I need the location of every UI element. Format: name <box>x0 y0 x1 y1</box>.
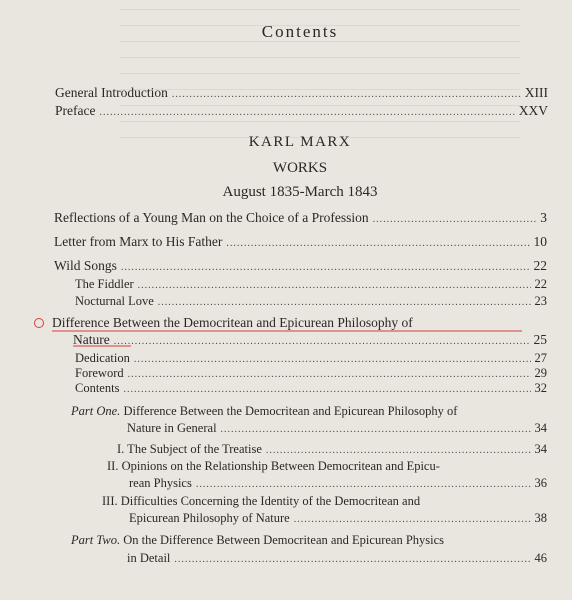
entry-text: Preface <box>55 103 96 118</box>
entry-page: XXV <box>518 103 548 118</box>
toc-entry-part-one <box>127 421 547 436</box>
toc-entry-difference <box>73 332 547 348</box>
entry-page: 22 <box>534 277 547 291</box>
toc-entry-nocturnal-love <box>75 294 547 309</box>
entry-page: 34 <box>534 421 547 435</box>
toc-entry-contents <box>75 381 547 396</box>
entry-text: I. The Subject of the Treatise <box>117 442 262 456</box>
page-title: Contents <box>261 22 339 41</box>
part-label: Part Two. <box>71 533 121 547</box>
entry-page: 32 <box>534 381 547 395</box>
entry-page: 23 <box>534 294 547 308</box>
entry-page: 36 <box>534 476 547 490</box>
toc-entry-reflections <box>54 210 547 226</box>
toc-entry-preface <box>55 103 548 119</box>
toc-entry-letter <box>54 234 547 250</box>
part-label: Part One. <box>71 404 121 418</box>
author-heading: KARL MARX <box>248 134 352 150</box>
works-heading: WORKS <box>272 160 328 176</box>
part-title: Difference Between the Democritean and Epicurean Philosophy of <box>123 404 458 418</box>
entry-page: 3 <box>540 210 547 225</box>
period-heading: August 1835-March 1843 <box>222 184 378 200</box>
entry-text: Epicurean Philosophy of Nature <box>129 511 290 525</box>
toc-entry-difference-line1: Difference Between the Democritean and Epicurean Philosophy of <box>52 315 413 330</box>
entry-text: The Fiddler <box>75 277 134 291</box>
toc-entry-part-two <box>127 551 547 566</box>
toc-entry-wild-songs <box>54 258 547 274</box>
entry-page: 27 <box>534 351 547 365</box>
toc-entry-opinions <box>129 476 547 491</box>
toc-entry-foreword <box>75 366 547 381</box>
annotation-circle-mark <box>34 318 44 328</box>
entry-text: Nature <box>73 332 110 347</box>
entry-text: Foreword <box>75 366 124 380</box>
part-two-heading <box>71 533 444 548</box>
toc-entry-general-introduction <box>55 85 548 101</box>
entry-page: 38 <box>534 511 547 525</box>
part-title: On the Difference Between Democritean and Epicurean Physics <box>123 533 445 547</box>
entry-text: Reflections of a Young Man on the Choice of a Profession <box>54 210 369 225</box>
entry-page: 10 <box>533 234 547 249</box>
entry-text: Contents <box>75 381 120 395</box>
entry-page: 46 <box>534 551 547 565</box>
part-one-heading <box>71 404 457 419</box>
entry-text: rean Physics <box>129 476 192 490</box>
entry-text: Wild Songs <box>54 258 117 273</box>
entry-page: 25 <box>533 332 547 347</box>
entry-text: Letter from Marx to His Father <box>54 234 223 249</box>
toc-entry-difficulties <box>129 511 547 526</box>
entry-text: Nature in General <box>127 421 217 435</box>
toc-entry-subject-of-treatise <box>117 442 547 457</box>
entry-text: General Introduction <box>55 85 168 100</box>
toc-entry-dedication <box>75 351 547 366</box>
entry-page: 22 <box>533 258 547 273</box>
entry-text: in Detail <box>127 551 171 565</box>
entry-text: Dedication <box>75 351 130 365</box>
entry-text: Nocturnal Love <box>75 294 154 308</box>
toc-entry-fiddler <box>75 277 547 292</box>
entry-page: 29 <box>534 366 547 380</box>
toc-entry-difficulties-line1: III. Difficulties Concerning the Identity of the Democritean and <box>102 494 421 508</box>
entry-page: XIII <box>524 85 548 100</box>
toc-entry-opinions-line1: II. Opinions on the Relationship Between Democritean and Epicu- <box>107 459 440 473</box>
entry-page: 34 <box>534 442 547 456</box>
